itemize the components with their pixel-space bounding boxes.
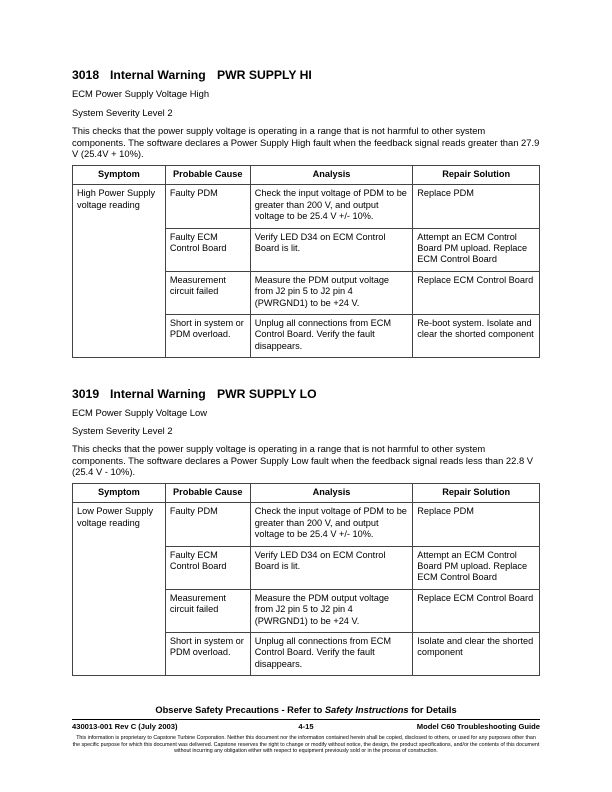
fault-description: This checks that the power supply voltage is operating in a range that is not harmful to other system components. The software declares a Power Supply Low fault when the feedback signal reads less than 22.8 V (25.4 V - 10%). bbox=[72, 443, 534, 478]
guide-title: Model C60 Troubleshooting Guide bbox=[416, 722, 540, 731]
cause-cell: Measurement circuit failed bbox=[165, 271, 250, 314]
fault-name: PWR SUPPLY HI bbox=[217, 68, 312, 82]
troubleshooting-table-3019 bbox=[72, 483, 540, 676]
troubleshooting-table-3018 bbox=[72, 165, 540, 358]
cause-cell: Faulty ECM Control Board bbox=[165, 228, 250, 271]
analysis-cell: Verify LED D34 on ECM Control Board is lit. bbox=[250, 546, 413, 589]
solution-cell: Replace PDM bbox=[413, 503, 540, 546]
header-cause: Probable Cause bbox=[165, 484, 250, 503]
analysis-cell: Check the input voltage of PDM to be greater than 200 V, and output voltage to be 25.4 V +/- 10%. bbox=[250, 185, 413, 228]
solution-cell: Re-boot system. Isolate and clear the shorted component bbox=[413, 315, 540, 358]
analysis-cell: Check the input voltage of PDM to be greater than 200 V, and output voltage to be 25.4 V +/- 10%. bbox=[250, 503, 413, 546]
cause-cell: Measurement circuit failed bbox=[165, 589, 250, 632]
analysis-cell: Measure the PDM output voltage from J2 pin 5 to J2 pin 4 (PWRGND1) to be +24 V. bbox=[250, 271, 413, 314]
header-symptom: Symptom bbox=[73, 484, 166, 503]
fault-kind: Internal Warning bbox=[110, 387, 206, 401]
table-row bbox=[73, 185, 540, 228]
fault-code: 3019 bbox=[72, 387, 100, 401]
header-analysis: Analysis bbox=[250, 166, 413, 185]
table-header-row bbox=[73, 484, 540, 503]
header-analysis: Analysis bbox=[250, 484, 413, 503]
fault-description: This checks that the power supply voltage is operating in a range that is not harmful to other system components. The software declares a Power Supply High fault when the feedback signal reads greater than 27.9 V (25.4V + 10%). bbox=[72, 125, 540, 160]
section-heading-3018 bbox=[72, 68, 312, 82]
section-heading-3019 bbox=[72, 387, 317, 401]
analysis-cell: Verify LED D34 on ECM Control Board is lit. bbox=[250, 228, 413, 271]
table-header-row bbox=[73, 166, 540, 185]
safety-notice-link-text: Safety Instructions bbox=[324, 705, 409, 715]
analysis-cell: Measure the PDM output voltage from J2 pin 5 to J2 pin 4 (PWRGND1) to be +24 V. bbox=[250, 589, 413, 632]
symptom-cell: Low Power Supply voltage reading bbox=[73, 503, 166, 676]
symptom-cell: High Power Supply voltage reading bbox=[73, 185, 166, 358]
severity-level: System Severity Level 2 bbox=[72, 107, 173, 118]
fault-kind: Internal Warning bbox=[110, 68, 206, 82]
cause-cell: Faulty PDM bbox=[165, 185, 250, 228]
header-symptom: Symptom bbox=[73, 166, 166, 185]
cause-cell: Faulty ECM Control Board bbox=[165, 546, 250, 589]
safety-notice-suffix: for Details bbox=[408, 705, 457, 715]
solution-cell: Isolate and clear the shorted component bbox=[413, 633, 540, 676]
doc-number: 430013-001 Rev C (July 2003) bbox=[72, 722, 178, 731]
analysis-cell: Unplug all connections from ECM Control Board. Verify the fault disappears. bbox=[250, 315, 413, 358]
fault-code: 3018 bbox=[72, 68, 100, 82]
table-row bbox=[73, 503, 540, 546]
solution-cell: Attempt an ECM Control Board PM upload. Replace ECM Control Board bbox=[413, 228, 540, 271]
severity-level: System Severity Level 2 bbox=[72, 425, 173, 436]
fault-subtitle: ECM Power Supply Voltage Low bbox=[72, 407, 207, 418]
header-cause: Probable Cause bbox=[165, 166, 250, 185]
footer-divider bbox=[72, 719, 540, 720]
fault-subtitle: ECM Power Supply Voltage High bbox=[72, 88, 210, 99]
header-solution: Repair Solution bbox=[413, 484, 540, 503]
cause-cell: Faulty PDM bbox=[165, 503, 250, 546]
fault-name: PWR SUPPLY LO bbox=[217, 387, 317, 401]
solution-cell: Replace ECM Control Board bbox=[413, 589, 540, 632]
safety-notice bbox=[72, 705, 540, 715]
proprietary-disclaimer: This information is proprietary to Capstone Turbine Corporation. Neither this document nor the information contained herein shall be copied, disclosed to others, or used for any purposes other than the specific purpose for which this document was delivered. Capstone reserves the right to change or modify without notice, the design, the product specifications, and/or the contents of this document without incurring any obligation either with respect to equipment previously sold or in the process of construction. bbox=[72, 735, 540, 755]
solution-cell: Replace ECM Control Board bbox=[413, 271, 540, 314]
solution-cell: Attempt an ECM Control Board PM upload. Replace ECM Control Board bbox=[413, 546, 540, 589]
cause-cell: Short in system or PDM overload. bbox=[165, 633, 250, 676]
header-solution: Repair Solution bbox=[413, 166, 540, 185]
analysis-cell: Unplug all connections from ECM Control Board. Verify the fault disappears. bbox=[250, 633, 413, 676]
solution-cell: Replace PDM bbox=[413, 185, 540, 228]
page-number: 4-15 bbox=[298, 722, 314, 731]
safety-notice-prefix: Observe Safety Precautions - Refer to bbox=[155, 705, 325, 715]
cause-cell: Short in system or PDM overload. bbox=[165, 315, 250, 358]
